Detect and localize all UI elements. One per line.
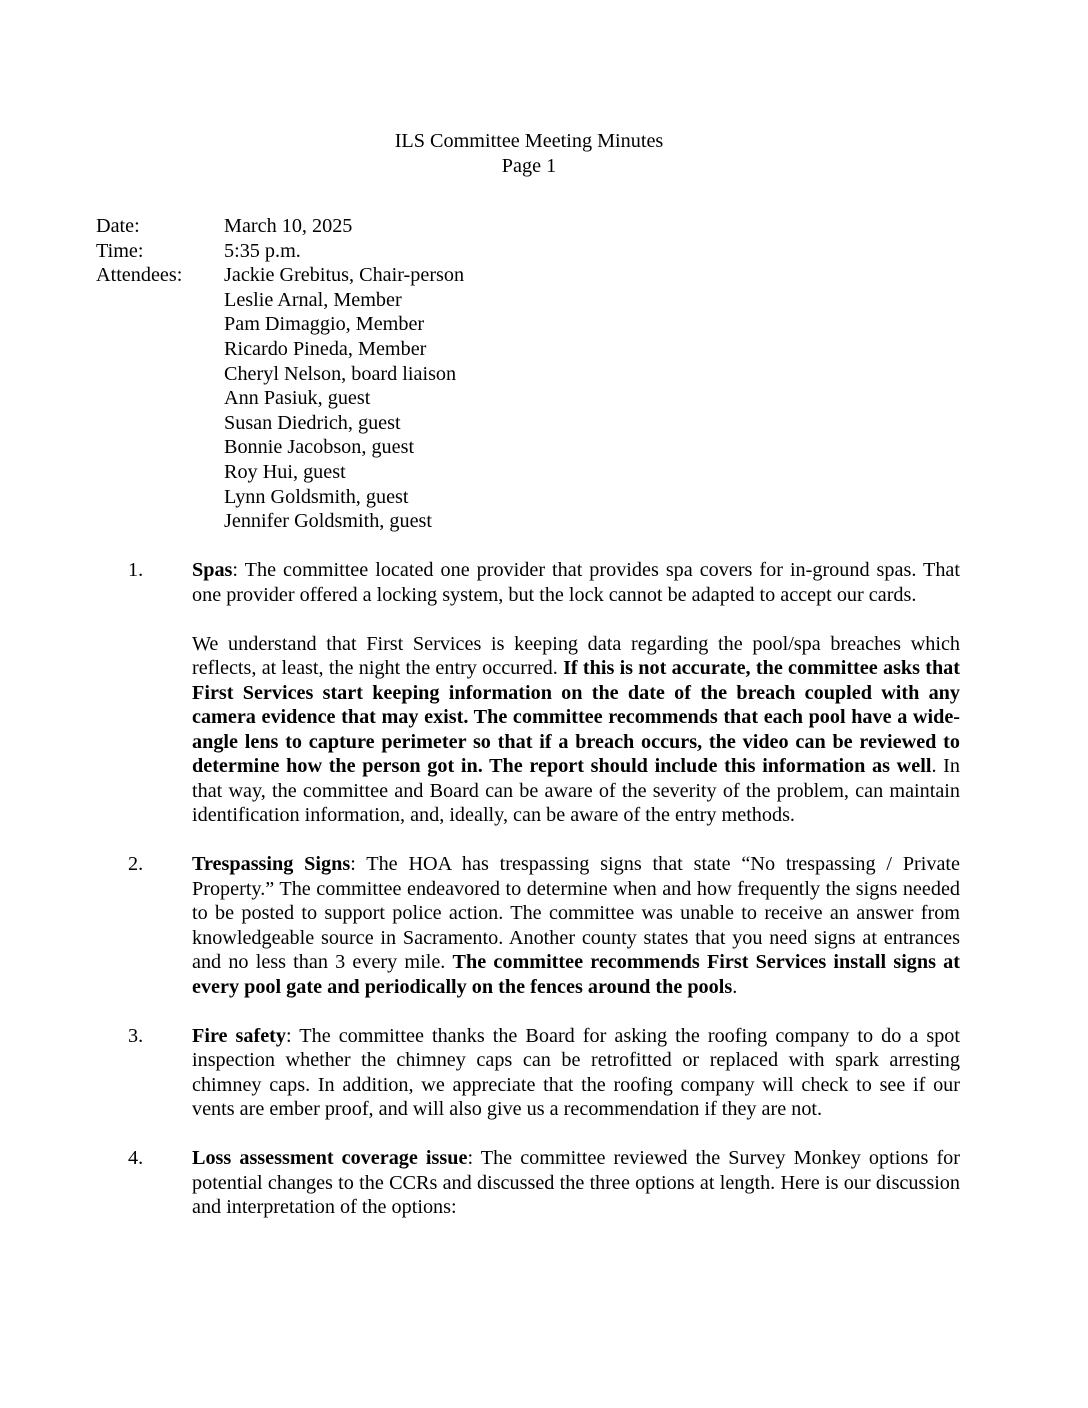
item-number: 2. [128,853,144,875]
item-recommendation: If this is not accurate, the committee asks that First Services start keeping information on the date of the breach coupled with any camera evidence that may exist. The committee recommends that each pool have a wide-angle lens to capture perimeter so that if a breach occurs, the video can be reviewed to determine how the person got in. The report should include this information as well [192,657,960,777]
item-body [192,558,960,828]
attendee: Jackie Grebitus, Chair-person [224,264,465,287]
attendee: Jennifer Goldsmith, guest [224,510,433,533]
attendee: Susan Diedrich, guest [224,411,401,434]
attendee: Ann Pasiuk, guest [224,387,371,410]
item-paragraph [192,1024,960,1122]
agenda-item-spas [0,558,1088,828]
page-number: Page 1 [501,154,557,177]
item-heading: Trespassing Signs [192,853,351,875]
attendee: Roy Hui, guest [224,460,346,483]
item-text: : The committee reviewed the Survey Monkey options for potential changes to the CCRs and discussed the three options at length. Here is our discussion and interpretation of the options: [192,1147,960,1218]
attendees-list [224,263,996,534]
agenda-items [0,558,1088,1244]
attendee: Leslie Arnal, Member [224,288,402,311]
item-heading: Spas [192,559,233,581]
item-body [192,1024,960,1122]
item-text: : The committee located one provider that provides spa covers for in-ground spas. That one provider offered a locking system, but the lock cannot be adapted to accept our cards. [192,559,960,606]
item-paragraph [192,852,960,999]
item-recommendation: The committee recommends First Services install signs at every pool gate and periodically on the fences around the pools [192,951,960,998]
attendees-label: Attendees: [96,264,183,287]
time-value: 5:35 p.m. [224,239,301,262]
item-heading: Loss assessment coverage issue [192,1147,468,1169]
date-value: March 10, 2025 [224,215,353,237]
attendee: Bonnie Jacobson, guest [224,436,415,459]
date-label: Date: [96,215,140,237]
document-title: ILS Committee Meeting Minutes [394,130,664,152]
agenda-item-trespassing-signs [0,852,1088,999]
attendee: Pam Dimaggio, Member [224,313,425,336]
item-paragraph [192,1146,960,1220]
meeting-info [96,214,996,534]
document-header [0,129,1058,178]
time-label: Time: [96,239,144,262]
item-body [192,852,960,999]
attendees-row [96,263,996,534]
attendee: Ricardo Pineda, Member [224,337,427,360]
item-number: 4. [128,1147,144,1169]
item-text: We understand that First Services is keeping data regarding the pool/spa breaches which reflects, at least, the night the entry occurred. [192,632,960,679]
attendee: Lynn Goldsmith, guest [224,485,409,508]
agenda-item-loss-assessment [0,1146,1088,1220]
attendee: Cheryl Nelson, board liaison [224,362,457,385]
item-heading: Fire safety [192,1024,286,1047]
item-text: : The HOA has trespassing signs that state “No trespassing / Private Property.” The committee endeavored to determine when and how frequently the signs needed to be posted to support police action. The committee was unable to receive an answer from knowledgeable source in Sacramento. Another county states that you need signs at entrances and no less than 3 every mile. [192,853,961,973]
item-text: . [732,975,738,998]
time-row [96,239,996,264]
item-text: : The committee thanks the Board for asking the roofing company to do a spot inspection whether the chimney caps can be retrofitted or replaced with spark arresting chimney caps. In addition, we appreciate that the roofing company will check to see if our vents are ember proof, and will also give us a recommendation if they are not. [192,1024,960,1120]
item-number: 1. [128,559,144,581]
item-paragraph [192,632,960,828]
item-body [192,1146,960,1220]
item-number: 3. [128,1024,144,1047]
date-row [96,214,996,239]
item-paragraph [192,558,960,607]
item-text: . In that way, the committee and Board can be aware of the severity of the problem, can maintain identification information, and, ideally, can be aware of the entry methods. [192,755,960,826]
agenda-item-fire-safety [0,1024,1088,1122]
